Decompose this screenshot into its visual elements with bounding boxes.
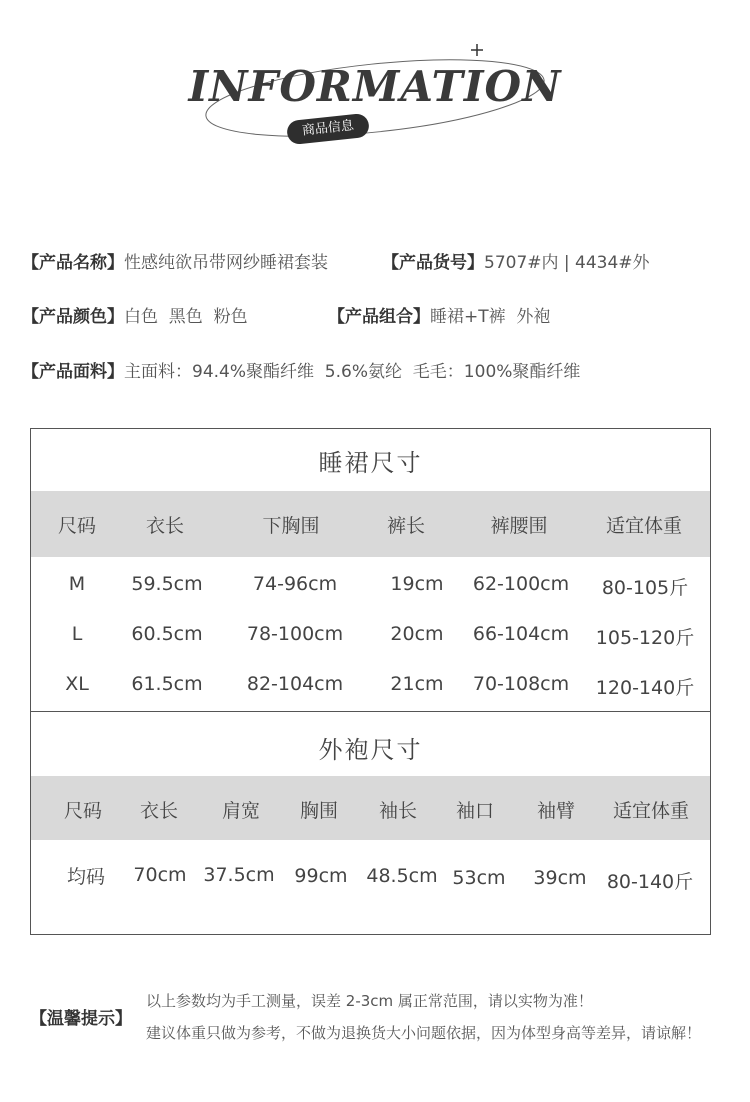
header-cell: 适宜体重 <box>605 515 683 537</box>
tips-line-1: 以上参数均为手工测量，误差 2-3cm 属正常范围，请以实物为准！ <box>146 992 593 1010</box>
header <box>0 0 750 170</box>
table-cell: 99cm <box>294 865 348 887</box>
header-cell: 下胸围 <box>262 515 320 537</box>
table-cell: 70cm <box>133 864 187 886</box>
tips-label: 【温馨提示】 <box>30 1009 132 1029</box>
table-cell: 70-108cm <box>472 673 570 695</box>
product-name-value: 性感纯欲吊带网纱睡裙套装 <box>124 253 328 273</box>
table-cell: 59.5cm <box>131 573 203 595</box>
table-cell: 19cm <box>390 573 444 595</box>
header-cell: 胸围 <box>299 800 339 822</box>
table-cell: 78-100cm <box>246 623 344 645</box>
table-cell: XL <box>65 673 89 695</box>
product-info-badge: 商品信息 <box>286 113 370 145</box>
header-cell: 衣长 <box>145 515 185 537</box>
table-cell: 48.5cm <box>366 865 438 887</box>
dress-size-table-title: 睡裙尺寸 <box>318 449 423 477</box>
table-cell: 80-105斤 <box>601 577 689 599</box>
table-cell: 61.5cm <box>131 673 203 695</box>
table-cell: 20cm <box>390 623 444 645</box>
product-color-row <box>22 302 248 327</box>
header-cell: 袖口 <box>455 800 495 822</box>
tips-line-2: 建议体重只做为参考，不做为退换货大小问题依据，因为体型身高等差异，请谅解！ <box>146 1024 702 1042</box>
table-cell: 53cm <box>452 867 506 889</box>
robe-size-table <box>30 711 711 935</box>
product-combo-label: 【产品组合】 <box>328 307 430 327</box>
header-cell: 裤长 <box>386 515 426 537</box>
table-cell: L <box>71 623 83 645</box>
table-cell: 82-104cm <box>246 673 344 695</box>
product-fabric-label: 【产品面料】 <box>22 362 124 382</box>
table-cell: 120-140斤 <box>595 677 695 699</box>
header-cell: 裤腰围 <box>490 515 548 537</box>
product-combo-value: 睡裙+T裤 外袍 <box>430 307 551 327</box>
header-cell: 袖长 <box>378 800 418 822</box>
header-cell: 衣长 <box>139 800 179 822</box>
table-cell: 37.5cm <box>203 864 275 886</box>
product-sku-row <box>382 248 650 273</box>
page-title: INFORMATION <box>188 62 562 111</box>
robe-size-table-header <box>31 776 710 840</box>
product-name-label: 【产品名称】 <box>22 253 124 273</box>
table-cell: 均码 <box>66 866 106 888</box>
table-cell: 21cm <box>390 673 444 695</box>
product-name-row <box>22 248 328 273</box>
header-cell: 尺码 <box>63 800 103 822</box>
product-fabric-row <box>22 357 580 382</box>
product-fabric-value: 主面料：94.4%聚酯纤维 5.6%氨纶 毛毛：100%聚酯纤维 <box>124 362 581 382</box>
product-sku-value: 5707#内 | 4434#外 <box>484 253 650 273</box>
table-cell: 66-104cm <box>472 623 570 645</box>
table-cell: 80-140斤 <box>606 871 694 893</box>
product-sku-label: 【产品货号】 <box>382 253 484 273</box>
dress-size-table-header <box>31 491 710 557</box>
robe-size-table-title: 外袍尺寸 <box>318 736 423 764</box>
product-color-label: 【产品颜色】 <box>22 307 124 327</box>
dress-size-table <box>30 428 711 712</box>
product-combo-row <box>328 302 550 327</box>
table-cell: 62-100cm <box>472 573 570 595</box>
product-color-value: 白色 黑色 粉色 <box>124 307 248 327</box>
table-cell: 105-120斤 <box>595 627 695 649</box>
table-cell: 39cm <box>533 867 587 889</box>
table-cell: 60.5cm <box>131 623 203 645</box>
header-cell: 适宜体重 <box>612 800 690 822</box>
header-cell: 尺码 <box>57 515 97 537</box>
table-cell: M <box>68 573 86 595</box>
header-cell: 肩宽 <box>221 800 261 822</box>
header-cell: 袖臂 <box>536 800 576 822</box>
table-cell: 74-96cm <box>252 573 338 595</box>
